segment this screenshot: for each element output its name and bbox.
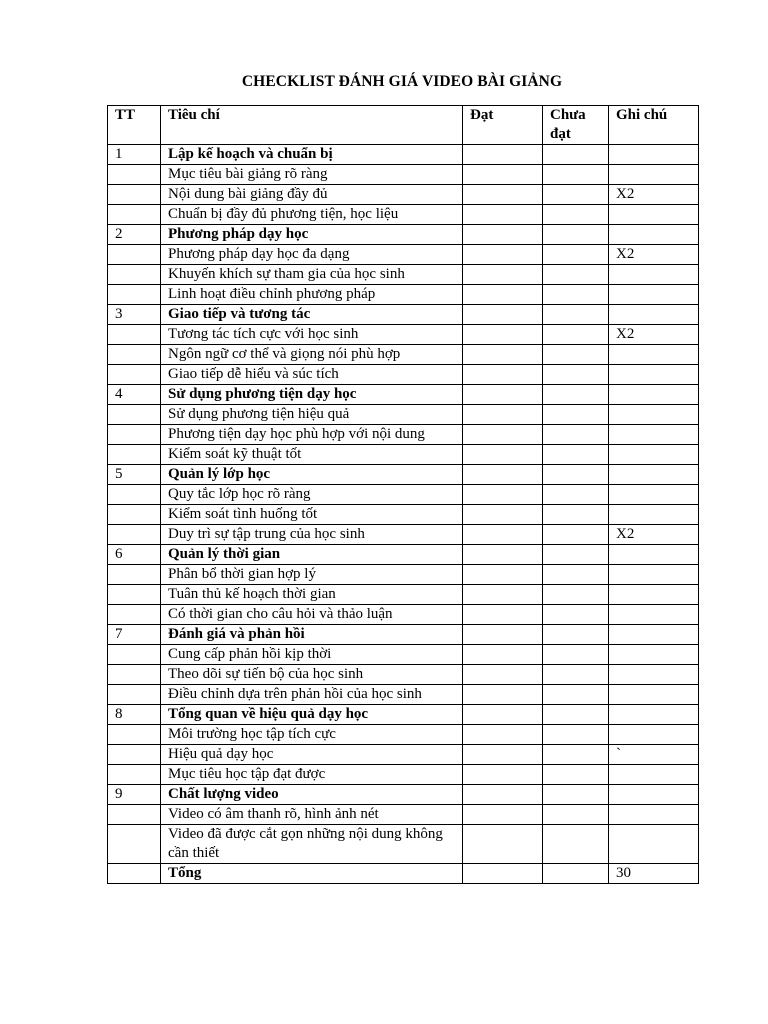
criterion-row — [108, 825, 699, 864]
pass-cell — [463, 685, 543, 705]
section-row — [108, 385, 699, 405]
criterion-text: Chuẩn bị đầy đủ phương tiện, học liệu — [161, 205, 463, 225]
criterion-row — [108, 525, 699, 545]
criterion-text: Mục tiêu bài giảng rõ ràng — [161, 165, 463, 185]
note-cell — [609, 605, 699, 625]
header-note: Ghi chú — [609, 106, 699, 145]
note-cell — [609, 265, 699, 285]
fail-cell — [543, 505, 609, 525]
fail-cell — [543, 545, 609, 565]
note-cell — [609, 405, 699, 425]
section-row — [108, 864, 699, 884]
row-number — [108, 205, 161, 225]
row-number — [108, 725, 161, 745]
fail-cell — [543, 205, 609, 225]
note-cell — [609, 145, 699, 165]
pass-cell — [463, 745, 543, 765]
criterion-text: Phương pháp dạy học đa dạng — [161, 245, 463, 265]
criterion-text: Theo dõi sự tiến bộ của học sinh — [161, 665, 463, 685]
criterion-row — [108, 185, 699, 205]
criterion-text: Phân bổ thời gian hợp lý — [161, 565, 463, 585]
fail-cell — [543, 345, 609, 365]
note-cell — [609, 385, 699, 405]
note-cell — [609, 625, 699, 645]
note-cell — [609, 705, 699, 725]
criterion-text: Giao tiếp và tương tác — [161, 305, 463, 325]
pass-cell — [463, 585, 543, 605]
fail-cell — [543, 145, 609, 165]
section-row — [108, 545, 699, 565]
criterion-row — [108, 505, 699, 525]
pass-cell — [463, 465, 543, 485]
pass-cell — [463, 605, 543, 625]
criterion-row — [108, 725, 699, 745]
section-row — [108, 225, 699, 245]
note-cell — [609, 165, 699, 185]
criterion-row — [108, 245, 699, 265]
pass-cell — [463, 185, 543, 205]
note-cell — [609, 445, 699, 465]
document-title: CHECKLIST ĐÁNH GIÁ VIDEO BÀI GIẢNG — [241, 73, 563, 90]
fail-cell — [543, 805, 609, 825]
note-cell — [609, 825, 699, 864]
pass-cell — [463, 345, 543, 365]
fail-cell — [543, 325, 609, 345]
criterion-row — [108, 665, 699, 685]
criterion-text: Kiểm soát kỹ thuật tốt — [161, 445, 463, 465]
row-number — [108, 505, 161, 525]
criterion-text: Cung cấp phản hồi kịp thời — [161, 645, 463, 665]
criterion-text: Tổng — [161, 864, 463, 884]
criterion-row — [108, 285, 699, 305]
pass-cell — [463, 705, 543, 725]
fail-cell — [543, 585, 609, 605]
note-cell — [609, 725, 699, 745]
note-cell — [609, 285, 699, 305]
criterion-row — [108, 685, 699, 705]
row-number — [108, 685, 161, 705]
pass-cell — [463, 365, 543, 385]
criterion-row — [108, 365, 699, 385]
row-number: 7 — [108, 625, 161, 645]
criterion-row — [108, 765, 699, 785]
note-cell: X2 — [609, 245, 699, 265]
note-cell — [609, 785, 699, 805]
header-fail: Chưa đạt — [543, 106, 609, 145]
note-cell — [609, 505, 699, 525]
fail-cell — [543, 625, 609, 645]
row-number — [108, 525, 161, 545]
row-number — [108, 445, 161, 465]
fail-cell — [543, 705, 609, 725]
pass-cell — [463, 545, 543, 565]
note-cell — [609, 485, 699, 505]
fail-cell — [543, 725, 609, 745]
note-cell — [609, 765, 699, 785]
criterion-text: Quản lý lớp học — [161, 465, 463, 485]
pass-cell — [463, 645, 543, 665]
criterion-text: Ngôn ngữ cơ thể và giọng nói phù hợp — [161, 345, 463, 365]
pass-cell — [463, 825, 543, 864]
criterion-text: Mục tiêu học tập đạt được — [161, 765, 463, 785]
note-cell — [609, 545, 699, 565]
pass-cell — [463, 765, 543, 785]
fail-cell — [543, 305, 609, 325]
row-number — [108, 605, 161, 625]
row-number — [108, 325, 161, 345]
section-row — [108, 305, 699, 325]
criterion-row — [108, 645, 699, 665]
note-cell — [609, 805, 699, 825]
criterion-text: Tuân thủ kế hoạch thời gian — [161, 585, 463, 605]
criterion-text: Kiểm soát tình huống tốt — [161, 505, 463, 525]
criterion-text: Linh hoạt điều chỉnh phương pháp — [161, 285, 463, 305]
criterion-row — [108, 405, 699, 425]
criterion-text: Quy tắc lớp học rõ ràng — [161, 485, 463, 505]
section-row — [108, 465, 699, 485]
row-number: 4 — [108, 385, 161, 405]
fail-cell — [543, 765, 609, 785]
criterion-row — [108, 585, 699, 605]
row-number: 8 — [108, 705, 161, 725]
criterion-text: Sử dụng phương tiện dạy học — [161, 385, 463, 405]
note-cell — [609, 645, 699, 665]
row-number: 9 — [108, 785, 161, 805]
pass-cell — [463, 505, 543, 525]
note-cell — [609, 305, 699, 325]
note-cell — [609, 685, 699, 705]
row-number — [108, 825, 161, 864]
row-number — [108, 405, 161, 425]
pass-cell — [463, 405, 543, 425]
pass-cell — [463, 525, 543, 545]
criterion-text: Tương tác tích cực với học sinh — [161, 325, 463, 345]
pass-cell — [463, 725, 543, 745]
fail-cell — [543, 425, 609, 445]
criterion-text: Có thời gian cho câu hỏi và thảo luận — [161, 605, 463, 625]
pass-cell — [463, 285, 543, 305]
pass-cell — [463, 325, 543, 345]
criterion-text: Hiệu quả dạy học — [161, 745, 463, 765]
pass-cell — [463, 625, 543, 645]
fail-cell — [543, 485, 609, 505]
note-cell: 30 — [609, 864, 699, 884]
note-cell — [609, 465, 699, 485]
note-cell: X2 — [609, 185, 699, 205]
row-number — [108, 265, 161, 285]
criterion-row — [108, 265, 699, 285]
fail-cell — [543, 745, 609, 765]
criterion-row — [108, 565, 699, 585]
header-pass: Đạt — [463, 106, 543, 145]
fail-cell — [543, 785, 609, 805]
row-number — [108, 765, 161, 785]
criterion-text: Đánh giá và phản hồi — [161, 625, 463, 645]
section-row — [108, 705, 699, 725]
criterion-text: Lập kế hoạch và chuẩn bị — [161, 145, 463, 165]
criterion-row — [108, 425, 699, 445]
pass-cell — [463, 245, 543, 265]
criterion-text: Giao tiếp dễ hiểu và súc tích — [161, 365, 463, 385]
note-cell — [609, 205, 699, 225]
note-cell: X2 — [609, 525, 699, 545]
row-number — [108, 245, 161, 265]
criterion-text: Nội dung bài giảng đầy đủ — [161, 185, 463, 205]
note-cell — [609, 425, 699, 445]
row-number: 1 — [108, 145, 161, 165]
criterion-row — [108, 325, 699, 345]
criterion-row — [108, 445, 699, 465]
section-row — [108, 785, 699, 805]
fail-cell — [543, 285, 609, 305]
fail-cell — [543, 685, 609, 705]
row-number — [108, 645, 161, 665]
pass-cell — [463, 225, 543, 245]
note-cell: ` — [609, 745, 699, 765]
criterion-text: Phương tiện dạy học phù hợp với nội dung — [161, 425, 463, 445]
fail-cell — [543, 645, 609, 665]
criterion-text: Video đã được cắt gọn những nội dung không cần thiết — [161, 825, 463, 864]
fail-cell — [543, 265, 609, 285]
note-cell — [609, 565, 699, 585]
row-number — [108, 585, 161, 605]
criterion-text: Sử dụng phương tiện hiệu quả — [161, 405, 463, 425]
pass-cell — [463, 485, 543, 505]
note-cell — [609, 665, 699, 685]
header-criteria: Tiêu chí — [161, 106, 463, 145]
pass-cell — [463, 385, 543, 405]
note-cell — [609, 225, 699, 245]
header-row — [108, 106, 699, 145]
criterion-text: Phương pháp dạy học — [161, 225, 463, 245]
row-number — [108, 365, 161, 385]
section-row — [108, 145, 699, 165]
fail-cell — [543, 165, 609, 185]
criterion-row — [108, 805, 699, 825]
fail-cell — [543, 385, 609, 405]
row-number — [108, 485, 161, 505]
criterion-text: Điều chỉnh dựa trên phản hồi của học sinh — [161, 685, 463, 705]
pass-cell — [463, 165, 543, 185]
criterion-row — [108, 485, 699, 505]
row-number — [108, 185, 161, 205]
criterion-text: Duy trì sự tập trung của học sinh — [161, 525, 463, 545]
row-number — [108, 665, 161, 685]
row-number — [108, 165, 161, 185]
fail-cell — [543, 225, 609, 245]
pass-cell — [463, 785, 543, 805]
fail-cell — [543, 185, 609, 205]
pass-cell — [463, 265, 543, 285]
row-number: 6 — [108, 545, 161, 565]
criterion-text: Khuyến khích sự tham gia của học sinh — [161, 265, 463, 285]
fail-cell — [543, 365, 609, 385]
fail-cell — [543, 525, 609, 545]
pass-cell — [463, 864, 543, 884]
row-number — [108, 805, 161, 825]
section-row — [108, 625, 699, 645]
criterion-text: Quản lý thời gian — [161, 545, 463, 565]
row-number: 2 — [108, 225, 161, 245]
note-cell — [609, 365, 699, 385]
fail-cell — [543, 245, 609, 265]
criterion-text: Video có âm thanh rõ, hình ảnh nét — [161, 805, 463, 825]
fail-cell — [543, 565, 609, 585]
row-number — [108, 864, 161, 884]
pass-cell — [463, 305, 543, 325]
fail-cell — [543, 605, 609, 625]
note-cell — [609, 585, 699, 605]
pass-cell — [463, 425, 543, 445]
fail-cell — [543, 665, 609, 685]
pass-cell — [463, 445, 543, 465]
row-number — [108, 565, 161, 585]
criterion-row — [108, 205, 699, 225]
row-number: 5 — [108, 465, 161, 485]
note-cell — [609, 345, 699, 365]
row-number — [108, 745, 161, 765]
fail-cell — [543, 465, 609, 485]
pass-cell — [463, 205, 543, 225]
criterion-row — [108, 605, 699, 625]
checklist-table — [107, 105, 699, 884]
row-number — [108, 425, 161, 445]
criterion-row — [108, 165, 699, 185]
row-number — [108, 285, 161, 305]
pass-cell — [463, 805, 543, 825]
criterion-row — [108, 345, 699, 365]
pass-cell — [463, 665, 543, 685]
criterion-text: Môi trường học tập tích cực — [161, 725, 463, 745]
criterion-text: Chất lượng video — [161, 785, 463, 805]
note-cell: X2 — [609, 325, 699, 345]
row-number — [108, 345, 161, 365]
fail-cell — [543, 445, 609, 465]
header-tt: TT — [108, 106, 161, 145]
criterion-text: Tổng quan về hiệu quả dạy học — [161, 705, 463, 725]
row-number: 3 — [108, 305, 161, 325]
pass-cell — [463, 145, 543, 165]
fail-cell — [543, 864, 609, 884]
fail-cell — [543, 825, 609, 864]
fail-cell — [543, 405, 609, 425]
pass-cell — [463, 565, 543, 585]
criterion-row — [108, 745, 699, 765]
